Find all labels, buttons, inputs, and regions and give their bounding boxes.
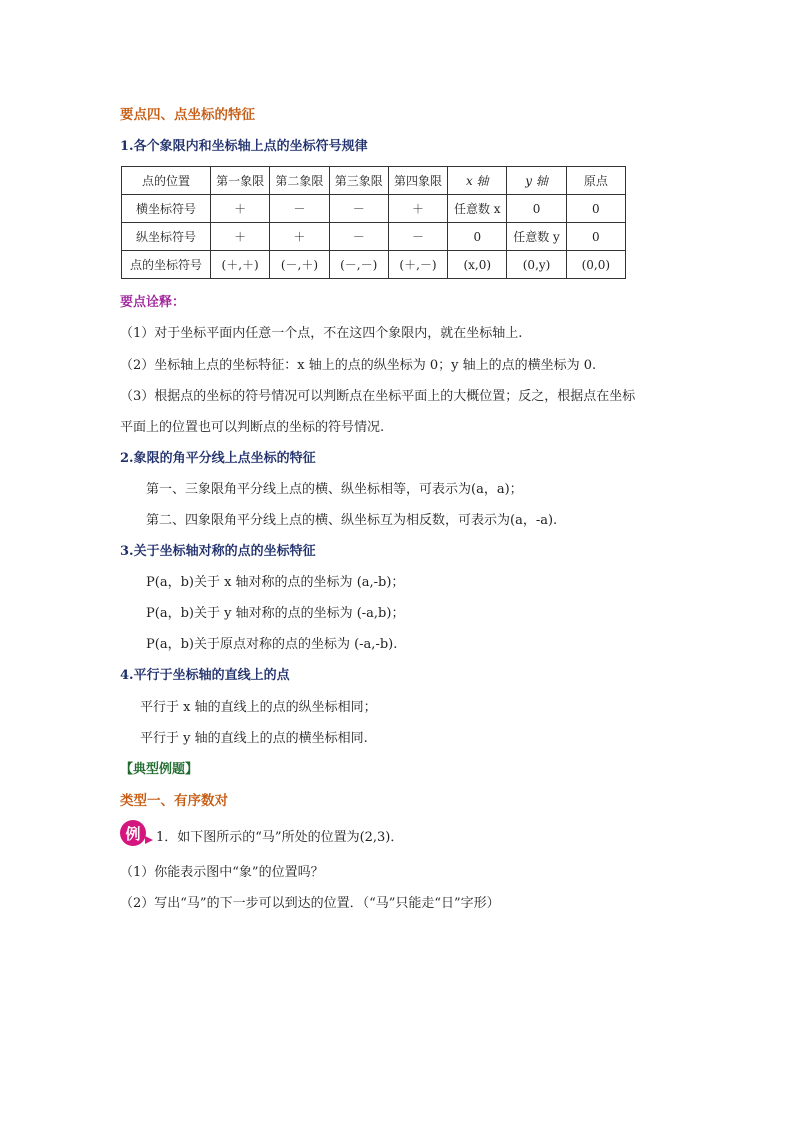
table-header-cell: 原点 [566, 167, 625, 195]
h2-line: 第二、四象限角平分线上点的横、纵坐标互为相反数，可表示为(a，-a). [146, 513, 558, 528]
table-row [122, 195, 626, 223]
table-cell: 0 [507, 195, 566, 223]
heading-4: 4.平行于坐标轴的直线上的点 [120, 668, 290, 683]
table-cell: (－,＋) [270, 251, 329, 279]
h3-line: P(a，b)关于 y 轴对称的点的坐标为 (-a,b)； [146, 606, 405, 621]
table-cell: ＋ [270, 223, 329, 251]
table-cell: (0,0) [566, 251, 625, 279]
table-cell: － [329, 223, 388, 251]
table-header-cell: 点的位置 [122, 167, 211, 195]
section-title: 要点四、点坐标的特征 [120, 107, 255, 123]
note-line: （2）坐标轴上点的坐标特征：x 轴上的点的纵坐标为 0；y 轴上的点的横坐标为 0. [120, 358, 597, 373]
heading-1: 1.各个象限内和坐标轴上点的坐标符号规律 [120, 139, 368, 154]
table-header-cell: 第四象限 [388, 167, 447, 195]
question-1: （1）你能表示图中“象”的位置吗？ [120, 865, 324, 880]
table-header-cell: x 轴 [448, 167, 507, 195]
h2-line: 第一、三象限角平分线上点的横、纵坐标相等，可表示为(a，a)； [146, 482, 523, 497]
table-cell: 0 [566, 195, 625, 223]
table-cell: 0 [448, 223, 507, 251]
table-cell: (x,0) [448, 251, 507, 279]
table-cell: (＋,－) [388, 251, 447, 279]
table-header-cell: y 轴 [507, 167, 566, 195]
table-cell: (0,y) [507, 251, 566, 279]
note-line: （3）根据点的坐标的符号情况可以判断点在坐标平面上的大概位置；反之，根据点在坐标 [120, 389, 636, 404]
note-line: （1）对于坐标平面内任意一个点，不在这四个象限内，就在坐标轴上. [120, 326, 523, 341]
table-header-cell: 第一象限 [211, 167, 270, 195]
table-cell: ＋ [211, 223, 270, 251]
notes-title: 要点诠释： [120, 295, 186, 310]
table-cell: (＋,＋) [211, 251, 270, 279]
table-header-row [122, 167, 626, 195]
h3-line: P(a，b)关于原点对称的点的坐标为 (-a,-b). [146, 637, 398, 652]
table-cell: － [388, 223, 447, 251]
table-row [122, 223, 626, 251]
note-line: 平面上的位置也可以判断点的坐标的符号情况. [120, 420, 385, 435]
question-2: （2）写出“马”的下一步可以到达的位置．（“马”只能走“日”字形） [120, 896, 500, 911]
type-title: 类型一、有序数对 [120, 793, 228, 809]
table-cell: 纵坐标符号 [122, 223, 211, 251]
table-cell: 任意数 y [507, 223, 566, 251]
table-row [122, 251, 626, 279]
table-cell: (－,－) [329, 251, 388, 279]
heading-3: 3.关于坐标轴对称的点的坐标特征 [120, 544, 316, 559]
example-badge: 例 [120, 820, 146, 846]
table-cell: ＋ [388, 195, 447, 223]
h4-line: 平行于 y 轴的直线上的点的横坐标相同. [140, 731, 368, 746]
table-cell: 横坐标符号 [122, 195, 211, 223]
example-text: 1．如下图所示的“马”所处的位置为(2,3)． [156, 830, 404, 845]
table-cell: － [270, 195, 329, 223]
table-cell: 0 [566, 223, 625, 251]
examples-title: 【典型例题】 [120, 762, 199, 777]
table-header-cell: 第三象限 [329, 167, 388, 195]
table-cell: 任意数 x [448, 195, 507, 223]
table-cell: ＋ [211, 195, 270, 223]
h4-line: 平行于 x 轴的直线上的点的纵坐标相同； [140, 700, 377, 715]
h3-line: P(a，b)关于 x 轴对称的点的坐标为 (a,-b)； [146, 575, 405, 590]
heading-2: 2.象限的角平分线上点坐标的特征 [120, 451, 316, 466]
table-cell: 点的坐标符号 [122, 251, 211, 279]
table-cell: － [329, 195, 388, 223]
table-header-cell: 第二象限 [270, 167, 329, 195]
coordinate-sign-table [121, 166, 626, 279]
